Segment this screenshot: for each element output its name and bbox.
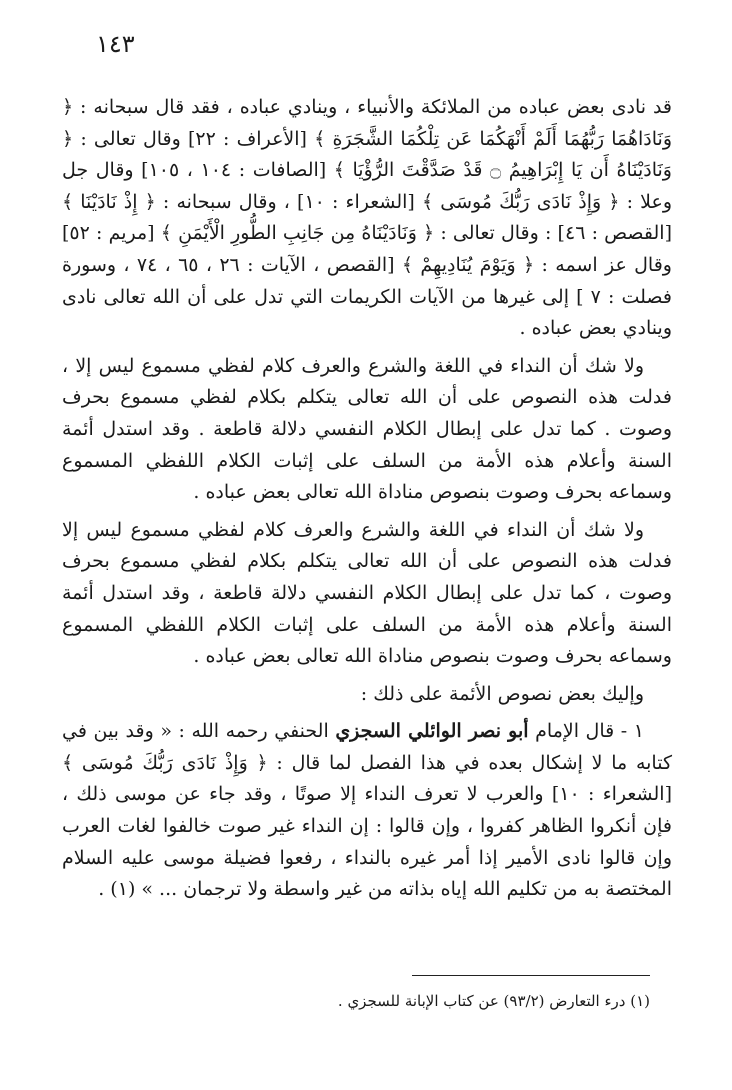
item1-lead: ١ - قال الإمام [535,720,644,743]
paragraph-nida-2: ولا شك أن النداء في اللغة والشرع والعرف كلام لفظي مسموع ليس إلا فدلت هذه النصوص على أن الله تعالى يتكلم بكلام لفظي مسموع بحرف وصوت ، كما تدل على إبطال الكلام النفسي دلالة قاطعة ، وقد استدل أئمة السنة وأعلام هذه الأمة من السلف على إثبات الكلام اللفظي المسموع وسماعه بحرف وصوت بنصوص مناداة الله تعالى بعض عباده . [62,518,672,668]
item1-text: الحنفي رحمه الله : « وقد بين في كتابه ما لا إشكال بعده في هذا الفصل لما قال : ﴿ وَإِذْ نَادَى رَبُّكَ مُوسَى ﴾ [الشعراء : ١٠] والعرب لا تعرف النداء إلا صوتًا ، وقد جاء عن موسى ذلك ، فإن أنكروا الظاهر كفروا ، وإن قالوا : إن النداء غير صوت خالفوا لغات العرب وإن قالوا نادى الأمير إذا أمر غيره بالنداء ، رفعوا فضيلة موسى عليه السلام المختصة به من تكليم الله إياه بذاته من غير واسطة ولا ترجمان ... » (١) . [62,720,672,901]
footnote: (١) درء التعارض (٩٣/٢) عن كتاب الإبانة للسجزي . [337,992,650,1010]
page-number: ١٤٣ [96,30,135,58]
paragraph-nida-1: ولا شك أن النداء في اللغة والشرع والعرف كلام لفظي مسموع ليس إلا ، فدلت هذه النصوص على أن الله تعالى يتكلم بكلام لفظي مسموع بحرف وصوت . كما تدل على إبطال الكلام النفسي دلالة قاطعة . وقد استدل أئمة السنة وأعلام هذه الأمة من السلف على إثبات الكلام اللفظي المسموع وسماعه بحرف وصوت بنصوص مناداة الله تعالى بعض عباده . [62,354,672,504]
item1-scholar-name: أبو نصر الوائلي السجزي [335,720,529,743]
body-text [62,92,672,912]
paragraph-intro-quotes: وإليك بعض نصوص الأئمة على ذلك : [360,682,644,705]
paragraph-quran-verses: قد نادى بعض عباده من الملائكة والأنبياء ، وينادي عباده ، فقد قال سبحانه : ﴿ وَنَادَاهُمَا رَبُّهُمَا أَلَمْ أَنْهَكُمَا عَن تِلْكُمَا الشَّجَرَةِ ﴾ [الأعراف : ٢٢] وقال تعالى : ﴿ وَنَادَيْنَاهُ أَن يَا إِبْرَاهِيمُ ۝ قَدْ صَدَّقْتَ الرُّؤْيَا ﴾ [الصافات : ١٠٤ ، ١٠٥] وقال جل وعلا : ﴿ وَإِذْ نَادَى رَبُّكَ مُوسَى ﴾ [الشعراء : ١٠] ، وقال سبحانه : ﴿ إِذْ نَادَيْنَا ﴾ [القصص : ٤٦] : وقال تعالى : ﴿ وَنَادَيْنَاهُ مِن جَانِبِ الطُّورِ الْأَيْمَنِ ﴾ [مريم : ٥٢] وقال عز اسمه : ﴿ وَيَوْمَ يُنَادِيهِمْ ﴾ [القصص ، الآيات : ٢٦ ، ٦٥ ، ٧٤ ، وسورة فصلت : ٧ ] إلى غيرها من الآيات الكريمات التي تدل على أن الله تعالى نادى وينادي بعض عباده . [62,96,673,340]
paragraph-item-1 [62,716,672,906]
footnote-divider [412,975,650,976]
